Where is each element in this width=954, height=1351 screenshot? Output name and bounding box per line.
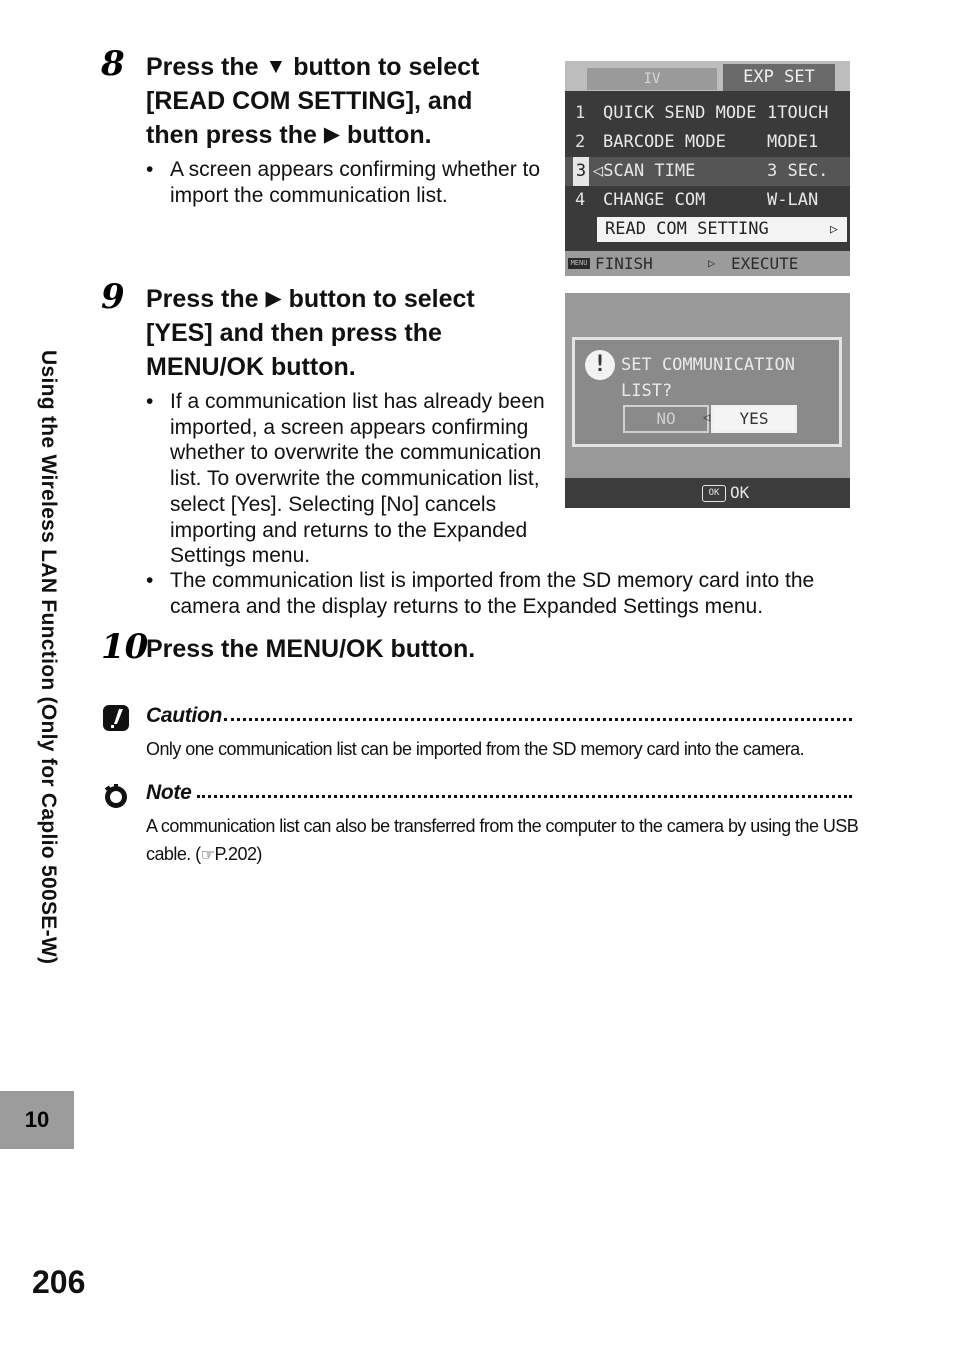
step-bullets	[146, 157, 546, 208]
exclamation-icon: !	[585, 350, 615, 380]
step-bullets	[146, 389, 546, 569]
caution-text: Only one communication list can be imported from the SD memory card into the camera.	[146, 739, 805, 759]
note-icon	[102, 782, 130, 810]
caution-icon	[102, 704, 130, 732]
step-number: 10	[101, 627, 149, 667]
down-arrow-icon: ▼	[265, 55, 287, 78]
no-option: NO	[623, 405, 709, 433]
yes-option: YES	[711, 405, 797, 433]
chapter-number-tab: 10	[0, 1091, 74, 1149]
menu-bottom-bar: MENU FINISH ▷ EXECUTE	[565, 251, 850, 276]
camera-dialog-screenshot	[565, 293, 850, 508]
page-number: 206	[32, 1264, 86, 1300]
step-number: 9	[101, 277, 125, 317]
menu-row: 2 BARCODE MODE MODE1	[575, 132, 819, 152]
right-arrow-icon: ▶	[265, 287, 282, 310]
pointing-hand-icon: ☞	[200, 847, 215, 864]
chapter-side-title: Using the Wireless LAN Function (Only for Caplio 500SE-W)	[37, 350, 60, 965]
menu-row-selected: READ COM SETTING ▷	[565, 215, 850, 244]
ok-bar: OK OK	[565, 478, 850, 508]
step-bullets	[146, 568, 856, 619]
caution-heading: Caution	[146, 704, 223, 727]
menu-row: 1 QUICK SEND MODE 1TOUCH	[575, 103, 829, 123]
step-title: Press the MENU/OK button.	[146, 635, 476, 663]
bullet-item: • A screen appears confirming whether to import the communication list.	[146, 157, 546, 208]
menu-button-icon: MENU	[568, 258, 590, 269]
confirm-dialog	[572, 337, 842, 447]
right-arrow-icon: ▷	[830, 222, 838, 237]
bullet-item: • The communication list is imported from the SD memory card into the camera and the display returns to the Expanded Settings menu.	[146, 568, 856, 619]
execute-arrow-icon: ▷	[708, 256, 716, 270]
step-number: 8	[101, 44, 125, 84]
step-title: Press the ▶ button to select [YES] and then press the MENU/OK button.	[146, 282, 556, 384]
step-title: Press the ▼ button to select [READ COM SETTING], and then press the ▶ button.	[146, 50, 546, 152]
menu-tab-bar	[565, 61, 850, 91]
note-text: A communication list can also be transferred from the computer to the camera by using the USB cable. (☞P.202)	[146, 812, 861, 870]
ok-button-icon: OK	[702, 485, 726, 502]
tab-exp-set: EXP SET	[723, 64, 835, 91]
dialog-message: SET COMMUNICATION LIST?	[621, 355, 795, 401]
cursor-arrow-icon: ◁	[703, 410, 711, 424]
camera-menu-screenshot	[565, 61, 850, 276]
note-divider	[197, 795, 852, 798]
tab-inactive: IV	[587, 68, 717, 90]
bullet-item: • If a communication list has already been imported, a screen appears confirming whether to overwrite the communication list. To overwrite the communication list, select [Yes]. Selecting [No] cancels importing and returns to the Expanded Settings menu.	[146, 389, 546, 569]
menu-row: 4 CHANGE COM W-LAN	[575, 190, 819, 210]
menu-row-current: 3 ◁SCAN TIME 3 SEC.	[565, 157, 850, 186]
right-arrow-icon: ▶	[323, 123, 340, 146]
note-heading: Note	[146, 781, 192, 804]
caution-divider	[224, 718, 852, 721]
